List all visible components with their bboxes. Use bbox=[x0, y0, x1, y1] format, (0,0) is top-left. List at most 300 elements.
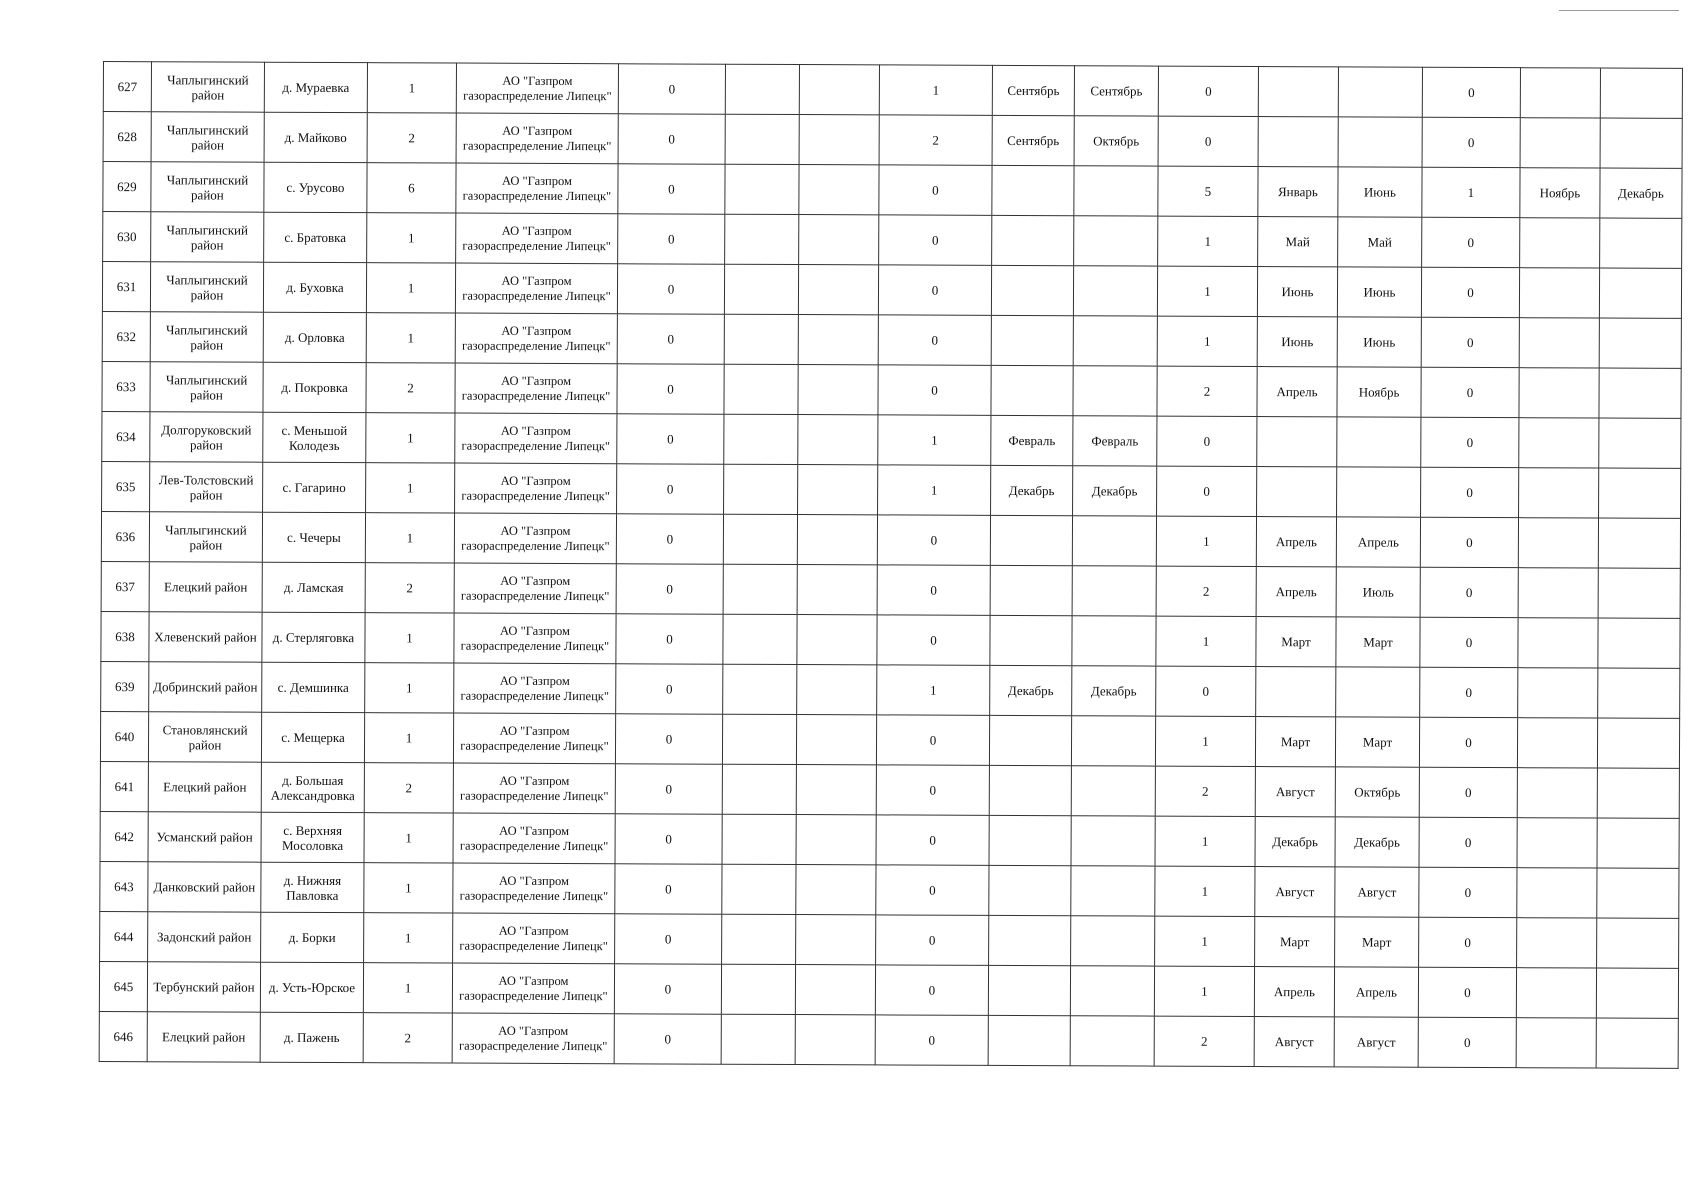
row-number-cell: 630 bbox=[103, 212, 151, 262]
end-month-cell-c: Декабрь bbox=[1600, 168, 1682, 218]
count-cell-a: 0 bbox=[876, 715, 989, 765]
district-cell: Елецкий район bbox=[147, 1012, 260, 1062]
value-cell-2 bbox=[723, 614, 797, 664]
value-cell-3 bbox=[795, 965, 875, 1015]
end-month-cell-a: Сентябрь bbox=[1074, 66, 1158, 116]
value-cell-3 bbox=[797, 515, 877, 565]
value-cell-2 bbox=[722, 914, 796, 964]
start-month-cell-c bbox=[1517, 868, 1597, 918]
count-cell-b: 0 bbox=[1158, 66, 1258, 116]
district-cell: Хлевенский район bbox=[149, 612, 262, 662]
start-month-cell-a bbox=[990, 565, 1072, 615]
value-cell-3 bbox=[798, 315, 878, 365]
value-cell-1: 0 bbox=[616, 614, 723, 664]
table-row bbox=[101, 511, 1680, 568]
table-row bbox=[100, 711, 1679, 768]
start-month-cell-a: Декабрь bbox=[990, 665, 1072, 715]
end-month-cell-c bbox=[1596, 1018, 1678, 1068]
start-month-cell-b bbox=[1258, 117, 1338, 167]
count-cell-a: 1 bbox=[878, 465, 991, 515]
organization-cell: АО "Газпром газораспределение Липецк" bbox=[453, 763, 615, 814]
count-cell-b: 0 bbox=[1158, 116, 1258, 166]
count-cell-c: 0 bbox=[1422, 67, 1520, 117]
settlement-cell: д. Усть-Юрское bbox=[260, 962, 363, 1012]
count-cell-a: 1 bbox=[877, 665, 990, 715]
row-number-cell: 628 bbox=[103, 112, 151, 162]
start-month-cell-c bbox=[1519, 418, 1599, 468]
row-number-cell: 627 bbox=[103, 62, 151, 112]
end-month-cell-a bbox=[1071, 716, 1155, 766]
count-cell-b: 1 bbox=[1155, 916, 1255, 966]
end-month-cell-c bbox=[1598, 618, 1680, 668]
count-cell-a: 0 bbox=[879, 165, 992, 215]
district-cell: Чаплыгинский район bbox=[151, 112, 264, 162]
end-month-cell-a bbox=[1072, 616, 1156, 666]
start-month-cell-c bbox=[1518, 618, 1598, 668]
count-cell-b: 1 bbox=[1158, 216, 1258, 266]
end-month-cell-b: Июнь bbox=[1337, 317, 1421, 367]
table-row bbox=[99, 961, 1678, 1018]
end-month-cell-b: Июль bbox=[1336, 567, 1420, 617]
end-month-cell-a: Октябрь bbox=[1074, 116, 1158, 166]
count-cell-b: 1 bbox=[1156, 516, 1256, 566]
settlement-cell: д. Стерляговка bbox=[262, 612, 365, 662]
value-cell-1: 0 bbox=[616, 564, 723, 614]
settlement-cell: д. Борки bbox=[261, 912, 364, 962]
count-cell-c: 0 bbox=[1418, 1017, 1516, 1067]
start-month-cell-c bbox=[1520, 118, 1600, 168]
organization-cell: АО "Газпром газораспределение Липецк" bbox=[456, 213, 618, 264]
district-cell: Чаплыгинский район bbox=[151, 162, 264, 212]
value-cell-2 bbox=[725, 214, 799, 264]
value-cell-1: 0 bbox=[616, 514, 723, 564]
start-month-cell-b bbox=[1256, 667, 1336, 717]
district-cell: Лев-Толстовский район bbox=[150, 462, 263, 512]
row-number-cell: 643 bbox=[100, 861, 148, 911]
quantity-cell: 1 bbox=[367, 63, 456, 113]
start-month-cell-a bbox=[989, 915, 1071, 965]
start-month-cell-b bbox=[1257, 417, 1337, 467]
value-cell-2 bbox=[722, 714, 796, 764]
end-month-cell-c bbox=[1597, 768, 1679, 818]
value-cell-2 bbox=[724, 314, 798, 364]
end-month-cell-b bbox=[1338, 67, 1422, 117]
end-month-cell-c bbox=[1597, 868, 1679, 918]
start-month-cell-c bbox=[1518, 568, 1598, 618]
value-cell-1: 0 bbox=[617, 464, 724, 514]
end-month-cell-b: Апрель bbox=[1336, 517, 1420, 567]
table-row bbox=[102, 311, 1681, 368]
row-number-cell: 642 bbox=[100, 811, 148, 861]
end-month-cell-a: Декабрь bbox=[1072, 666, 1156, 716]
count-cell-b: 1 bbox=[1154, 966, 1254, 1016]
value-cell-3 bbox=[797, 565, 877, 615]
start-month-cell-a: Февраль bbox=[991, 415, 1073, 465]
value-cell-1: 0 bbox=[615, 914, 722, 964]
start-month-cell-b: Август bbox=[1255, 867, 1335, 917]
value-cell-3 bbox=[796, 715, 876, 765]
count-cell-b: 1 bbox=[1157, 266, 1257, 316]
quantity-cell: 1 bbox=[364, 813, 453, 863]
settlement-cell: с. Верхняя Мосоловка bbox=[261, 812, 364, 862]
gasification-schedule-table bbox=[99, 61, 1683, 1069]
quantity-cell: 2 bbox=[364, 763, 453, 813]
end-month-cell-b: Август bbox=[1334, 1017, 1418, 1067]
value-cell-2 bbox=[723, 564, 797, 614]
table-body bbox=[99, 62, 1682, 1069]
value-cell-2 bbox=[724, 464, 798, 514]
value-cell-1: 0 bbox=[617, 264, 724, 314]
end-month-cell-c bbox=[1598, 568, 1680, 618]
count-cell-c: 0 bbox=[1420, 667, 1518, 717]
settlement-cell: с. Братовка bbox=[264, 212, 367, 262]
end-month-cell-b: Август bbox=[1335, 867, 1419, 917]
value-cell-2 bbox=[723, 514, 797, 564]
start-month-cell-a bbox=[988, 965, 1070, 1015]
organization-cell: АО "Газпром газораспределение Липецк" bbox=[455, 313, 617, 364]
start-month-cell-b: Апрель bbox=[1254, 967, 1334, 1017]
count-cell-a: 0 bbox=[876, 765, 989, 815]
settlement-cell: с. Демшинка bbox=[262, 662, 365, 712]
start-month-cell-b: Апрель bbox=[1256, 517, 1336, 567]
end-month-cell-a bbox=[1073, 366, 1157, 416]
start-month-cell-b: Апрель bbox=[1256, 567, 1336, 617]
start-month-cell-b: Декабрь bbox=[1255, 817, 1335, 867]
count-cell-b: 1 bbox=[1155, 816, 1255, 866]
count-cell-c: 0 bbox=[1421, 317, 1519, 367]
row-number-cell: 636 bbox=[101, 511, 149, 561]
settlement-cell: с. Урусово bbox=[264, 162, 367, 212]
value-cell-3 bbox=[797, 665, 877, 715]
end-month-cell-c bbox=[1598, 518, 1680, 568]
value-cell-3 bbox=[798, 365, 878, 415]
quantity-cell: 2 bbox=[366, 363, 455, 413]
end-month-cell-b: Май bbox=[1338, 217, 1422, 267]
start-month-cell-b: Июнь bbox=[1257, 317, 1337, 367]
count-cell-a: 0 bbox=[877, 565, 990, 615]
table-row bbox=[103, 62, 1682, 119]
end-month-cell-c bbox=[1596, 968, 1678, 1018]
table-row bbox=[103, 162, 1682, 219]
table-row bbox=[101, 611, 1680, 668]
organization-cell: АО "Газпром газораспределение Липецк" bbox=[454, 663, 616, 714]
district-cell: Чаплыгинский район bbox=[149, 512, 262, 562]
value-cell-1: 0 bbox=[614, 964, 721, 1014]
value-cell-2 bbox=[721, 964, 795, 1014]
end-month-cell-c bbox=[1599, 318, 1681, 368]
start-month-cell-a bbox=[992, 215, 1074, 265]
count-cell-a: 0 bbox=[876, 815, 989, 865]
value-cell-3 bbox=[798, 265, 878, 315]
count-cell-a: 2 bbox=[879, 115, 992, 165]
end-month-cell-a bbox=[1071, 816, 1155, 866]
row-number-cell: 629 bbox=[103, 162, 151, 212]
settlement-cell: с. Чечеры bbox=[262, 512, 365, 562]
value-cell-3 bbox=[799, 115, 879, 165]
quantity-cell: 1 bbox=[364, 713, 453, 763]
count-cell-c: 0 bbox=[1422, 117, 1520, 167]
value-cell-1: 0 bbox=[615, 864, 722, 914]
end-month-cell-b: Июнь bbox=[1337, 267, 1421, 317]
district-cell: Усманский район bbox=[148, 812, 261, 862]
end-month-cell-a: Февраль bbox=[1073, 416, 1157, 466]
count-cell-b: 1 bbox=[1155, 716, 1255, 766]
end-month-cell-a bbox=[1074, 216, 1158, 266]
count-cell-a: 1 bbox=[879, 65, 992, 115]
end-month-cell-c bbox=[1599, 368, 1681, 418]
end-month-cell-b bbox=[1338, 117, 1422, 167]
count-cell-b: 1 bbox=[1157, 316, 1257, 366]
count-cell-b: 0 bbox=[1156, 666, 1256, 716]
count-cell-b: 0 bbox=[1157, 416, 1257, 466]
value-cell-3 bbox=[796, 915, 876, 965]
organization-cell: АО "Газпром газораспределение Липецк" bbox=[455, 413, 617, 464]
organization-cell: АО "Газпром газораспределение Липецк" bbox=[453, 713, 615, 764]
start-month-cell-a bbox=[991, 365, 1073, 415]
end-month-cell-a bbox=[1070, 1016, 1154, 1066]
count-cell-b: 2 bbox=[1156, 566, 1256, 616]
organization-cell: АО "Газпром газораспределение Липецк" bbox=[455, 463, 617, 514]
start-month-cell-c bbox=[1517, 918, 1597, 968]
settlement-cell: д. Покровка bbox=[263, 362, 366, 412]
value-cell-3 bbox=[796, 765, 876, 815]
quantity-cell: 1 bbox=[365, 613, 454, 663]
start-month-cell-b: Май bbox=[1258, 217, 1338, 267]
end-month-cell-a bbox=[1071, 766, 1155, 816]
end-month-cell-b bbox=[1337, 417, 1421, 467]
start-month-cell-a bbox=[991, 265, 1073, 315]
count-cell-c: 0 bbox=[1421, 267, 1519, 317]
count-cell-a: 0 bbox=[878, 365, 991, 415]
start-month-cell-c bbox=[1517, 768, 1597, 818]
row-number-cell: 645 bbox=[99, 961, 147, 1011]
start-month-cell-a bbox=[989, 865, 1071, 915]
count-cell-c: 0 bbox=[1419, 717, 1517, 767]
start-month-cell-a bbox=[989, 815, 1071, 865]
value-cell-2 bbox=[725, 114, 799, 164]
table-row bbox=[99, 1011, 1678, 1068]
district-cell: Елецкий район bbox=[149, 562, 262, 612]
end-month-cell-c bbox=[1599, 268, 1681, 318]
end-month-cell-b: Ноябрь bbox=[1337, 367, 1421, 417]
value-cell-1: 0 bbox=[615, 714, 722, 764]
count-cell-c: 0 bbox=[1419, 917, 1517, 967]
start-month-cell-c bbox=[1516, 968, 1596, 1018]
start-month-cell-c bbox=[1517, 718, 1597, 768]
value-cell-1: 0 bbox=[618, 64, 725, 114]
start-month-cell-b: Август bbox=[1255, 767, 1335, 817]
count-cell-c: 0 bbox=[1422, 217, 1520, 267]
value-cell-2 bbox=[724, 264, 798, 314]
end-month-cell-c bbox=[1600, 218, 1682, 268]
start-month-cell-a: Сентябрь bbox=[992, 115, 1074, 165]
quantity-cell: 1 bbox=[364, 863, 453, 913]
count-cell-a: 0 bbox=[877, 615, 990, 665]
table-row bbox=[102, 361, 1681, 418]
table-row bbox=[101, 661, 1680, 718]
value-cell-3 bbox=[796, 865, 876, 915]
end-month-cell-b: Март bbox=[1335, 917, 1419, 967]
district-cell: Елецкий район bbox=[148, 762, 261, 812]
start-month-cell-b: Январь bbox=[1258, 167, 1338, 217]
quantity-cell: 1 bbox=[366, 413, 455, 463]
start-month-cell-a bbox=[992, 165, 1074, 215]
end-month-cell-a bbox=[1072, 566, 1156, 616]
row-number-cell: 634 bbox=[102, 411, 150, 461]
table-row bbox=[102, 262, 1681, 319]
value-cell-3 bbox=[796, 815, 876, 865]
count-cell-c: 0 bbox=[1419, 867, 1517, 917]
end-month-cell-b: Октябрь bbox=[1335, 767, 1419, 817]
end-month-cell-a bbox=[1073, 266, 1157, 316]
district-cell: Становлянский район bbox=[148, 712, 261, 762]
value-cell-2 bbox=[724, 414, 798, 464]
end-month-cell-c bbox=[1599, 468, 1681, 518]
quantity-cell: 2 bbox=[365, 563, 454, 613]
count-cell-a: 0 bbox=[878, 315, 991, 365]
count-cell-c: 0 bbox=[1419, 767, 1517, 817]
count-cell-a: 0 bbox=[876, 915, 989, 965]
value-cell-1: 0 bbox=[617, 314, 724, 364]
start-month-cell-a bbox=[989, 715, 1071, 765]
start-month-cell-c bbox=[1519, 318, 1599, 368]
start-month-cell-c bbox=[1519, 468, 1599, 518]
count-cell-a: 0 bbox=[878, 265, 991, 315]
start-month-cell-c bbox=[1519, 368, 1599, 418]
value-cell-1: 0 bbox=[614, 1014, 721, 1064]
start-month-cell-b: Июнь bbox=[1257, 267, 1337, 317]
row-number-cell: 641 bbox=[100, 761, 148, 811]
count-cell-b: 1 bbox=[1156, 616, 1256, 666]
value-cell-1: 0 bbox=[617, 364, 724, 414]
count-cell-b: 2 bbox=[1157, 366, 1257, 416]
value-cell-2 bbox=[725, 64, 799, 114]
count-cell-c: 0 bbox=[1419, 817, 1517, 867]
quantity-cell: 1 bbox=[365, 663, 454, 713]
district-cell: Чаплыгинский район bbox=[150, 262, 263, 312]
count-cell-b: 0 bbox=[1157, 466, 1257, 516]
row-number-cell: 631 bbox=[102, 262, 150, 312]
settlement-cell: д. Пажень bbox=[260, 1012, 363, 1062]
count-cell-a: 0 bbox=[879, 215, 992, 265]
settlement-cell: д. Буховка bbox=[263, 262, 366, 312]
quantity-cell: 6 bbox=[367, 163, 456, 213]
row-number-cell: 635 bbox=[102, 461, 150, 511]
quantity-cell: 1 bbox=[366, 463, 455, 513]
organization-cell: АО "Газпром газораспределение Липецк" bbox=[454, 613, 616, 664]
settlement-cell: д. Нижняя Павловка bbox=[261, 862, 364, 912]
quantity-cell: 1 bbox=[366, 263, 455, 313]
table-row bbox=[103, 212, 1682, 269]
quantity-cell: 1 bbox=[367, 213, 456, 263]
organization-cell: АО "Газпром газораспределение Липецк" bbox=[455, 263, 617, 314]
start-month-cell-c: Ноябрь bbox=[1520, 168, 1600, 218]
value-cell-1: 0 bbox=[616, 664, 723, 714]
start-month-cell-c bbox=[1520, 218, 1600, 268]
end-month-cell-b: Апрель bbox=[1334, 967, 1418, 1017]
quantity-cell: 2 bbox=[367, 113, 456, 163]
district-cell: Чаплыгинский район bbox=[150, 312, 263, 362]
start-month-cell-b bbox=[1258, 67, 1338, 117]
organization-cell: АО "Газпром газораспределение Липецк" bbox=[453, 863, 615, 914]
start-month-cell-a: Декабрь bbox=[991, 465, 1073, 515]
district-cell: Данковский район bbox=[148, 862, 261, 912]
settlement-cell: с. Меньшой Колодезь bbox=[263, 412, 366, 462]
end-month-cell-c bbox=[1600, 68, 1682, 118]
end-month-cell-a bbox=[1073, 316, 1157, 366]
count-cell-a: 0 bbox=[876, 865, 989, 915]
table-row bbox=[102, 461, 1681, 518]
end-month-cell-c bbox=[1597, 818, 1679, 868]
row-number-cell: 639 bbox=[101, 661, 149, 711]
start-month-cell-c bbox=[1517, 818, 1597, 868]
value-cell-1: 0 bbox=[618, 214, 725, 264]
end-month-cell-b bbox=[1336, 667, 1420, 717]
start-month-cell-a bbox=[989, 765, 1071, 815]
count-cell-c: 0 bbox=[1420, 617, 1518, 667]
organization-cell: АО "Газпром газораспределение Липецк" bbox=[456, 113, 618, 164]
end-month-cell-b: Март bbox=[1336, 617, 1420, 667]
district-cell: Долгоруковский район bbox=[150, 412, 263, 462]
organization-cell: АО "Газпром газораспределение Липецк" bbox=[453, 813, 615, 864]
value-cell-3 bbox=[798, 415, 878, 465]
value-cell-1: 0 bbox=[615, 764, 722, 814]
value-cell-2 bbox=[722, 814, 796, 864]
start-month-cell-b bbox=[1257, 467, 1337, 517]
start-month-cell-c bbox=[1519, 268, 1599, 318]
count-cell-a: 0 bbox=[877, 515, 990, 565]
count-cell-c: 0 bbox=[1420, 567, 1518, 617]
count-cell-c: 0 bbox=[1421, 417, 1519, 467]
settlement-cell: д. Майково bbox=[264, 112, 367, 162]
count-cell-b: 5 bbox=[1158, 166, 1258, 216]
count-cell-c: 1 bbox=[1422, 167, 1520, 217]
start-month-cell-a: Сентябрь bbox=[992, 65, 1074, 115]
end-month-cell-c bbox=[1598, 668, 1680, 718]
row-number-cell: 640 bbox=[100, 711, 148, 761]
value-cell-3 bbox=[799, 65, 879, 115]
organization-cell: АО "Газпром газораспределение Липецк" bbox=[456, 63, 618, 114]
settlement-cell: с. Мещерка bbox=[261, 712, 364, 762]
end-month-cell-c bbox=[1600, 118, 1682, 168]
district-cell: Тербунский район bbox=[147, 962, 260, 1012]
start-month-cell-a bbox=[990, 515, 1072, 565]
settlement-cell: д. Большая Александровка bbox=[261, 762, 364, 812]
organization-cell: АО "Газпром газораспределение Липецк" bbox=[456, 163, 618, 214]
table-row bbox=[100, 761, 1679, 818]
start-month-cell-c bbox=[1516, 1018, 1596, 1068]
count-cell-a: 1 bbox=[878, 415, 991, 465]
count-cell-b: 1 bbox=[1155, 866, 1255, 916]
value-cell-3 bbox=[799, 215, 879, 265]
start-month-cell-c bbox=[1518, 668, 1598, 718]
settlement-cell: с. Гагарино bbox=[263, 462, 366, 512]
quantity-cell: 1 bbox=[363, 963, 452, 1013]
settlement-cell: д. Мураевка bbox=[264, 62, 367, 112]
start-month-cell-b: Март bbox=[1255, 717, 1335, 767]
table-row bbox=[100, 911, 1679, 968]
end-month-cell-b: Июнь bbox=[1338, 167, 1422, 217]
scan-corner-mark bbox=[1559, 10, 1679, 11]
end-month-cell-a bbox=[1070, 966, 1154, 1016]
organization-cell: АО "Газпром газораспределение Липецк" bbox=[452, 1013, 614, 1064]
end-month-cell-c bbox=[1597, 718, 1679, 768]
value-cell-2 bbox=[724, 364, 798, 414]
district-cell: Чаплыгинский район bbox=[150, 362, 263, 412]
end-month-cell-b: Март bbox=[1335, 717, 1419, 767]
start-month-cell-b: Март bbox=[1255, 917, 1335, 967]
row-number-cell: 644 bbox=[100, 911, 148, 961]
